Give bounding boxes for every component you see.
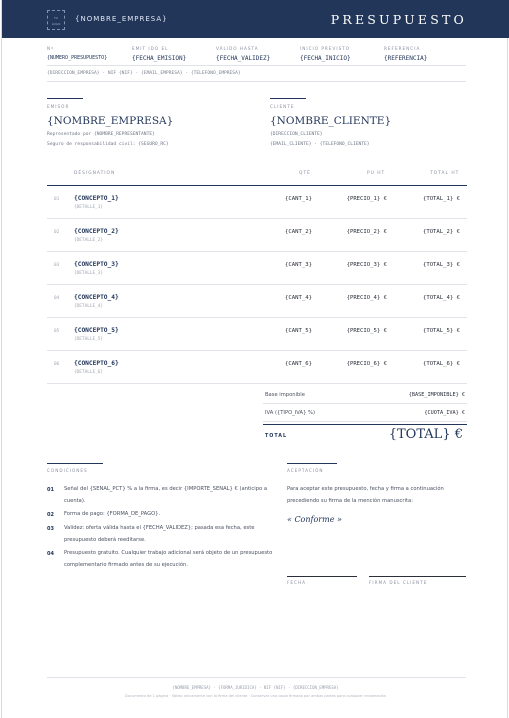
meta-value: {FECHA_EMISION}: [132, 55, 187, 62]
meta-number: [47, 46, 107, 61]
table-row: [47, 186, 467, 219]
row-total: {TOTAL_4} €: [422, 295, 460, 301]
row-concept: {CONCEPTO_2}: [74, 228, 119, 235]
row-concept: {CONCEPTO_3}: [74, 261, 119, 268]
meta-value: {FECHA_INICIO}: [300, 55, 351, 62]
grand-total-rule: [263, 424, 467, 425]
vat-row: [263, 404, 467, 422]
row-number: 02: [54, 230, 60, 235]
logo-text-line2: LOGO: [51, 22, 61, 26]
grand-total-value: {TOTAL} €: [388, 427, 463, 442]
document-title: PRESUPUESTO: [330, 12, 467, 27]
row-detail: {DETALLE_3}: [74, 271, 104, 276]
signature-label: FIRMA DEL CLIENTE: [369, 580, 428, 585]
row-total: {TOTAL_2} €: [422, 229, 460, 235]
row-concept: {CONCEPTO_6}: [74, 360, 119, 367]
row-concept: {CONCEPTO_5}: [74, 327, 119, 334]
row-detail: {DETALLE_1}: [74, 205, 104, 210]
vat-label: IVA ({TIPO_IVA} %): [265, 410, 315, 416]
table-row: [47, 351, 467, 384]
row-total: {TOTAL_5} €: [422, 328, 460, 334]
row-number: 01: [54, 197, 60, 202]
meta-issue-date: [132, 46, 186, 62]
section-accent: [47, 463, 103, 464]
quote-document: [1, 0, 508, 718]
row-unit-price: {PRECIO_5} €: [346, 328, 387, 334]
issuer-label: EMISOR: [47, 104, 70, 109]
issuer-representative: Representado por {NOMBRE_REPRESENTANTE}: [47, 132, 155, 137]
meta-label: VÁLIDO HASTA: [216, 46, 259, 51]
company-name: {NOMBRE_EMPRESA}: [75, 15, 168, 23]
client-signature-line: [369, 576, 466, 577]
header-band: [2, 0, 509, 38]
row-unit-price: {PRECIO_6} €: [346, 361, 387, 367]
meta-label: INICIO PREVISTO: [300, 46, 351, 51]
date-signature-line: [287, 576, 357, 577]
section-accent: [287, 463, 337, 464]
condition-number: 03: [47, 526, 54, 532]
condition-text: Validez: oferta válida hasta el {FECHA_VALIDEZ}; pasada esa fecha, este presupuesto deberá reeditarse.: [64, 525, 255, 543]
acceptance-text: Para aceptar este presupuesto, fecha y firma a continuación precediendo su firma de la mención manuscrita:: [287, 486, 444, 504]
condition-text: Forma de pago: {FORMA_DE_PAGO}.: [64, 511, 161, 517]
meta-label: EMIT IDO EL: [132, 46, 169, 51]
section-accent: [270, 98, 306, 99]
vat-value: {CUOTA_IVA} €: [424, 410, 465, 416]
logo-text-line1: TU: [53, 16, 59, 20]
row-qty: {CANT_1}: [285, 196, 312, 202]
row-detail: {DETALLE_2}: [74, 238, 104, 243]
meta-start-date: [300, 46, 351, 62]
row-unit-price: {PRECIO_3} €: [346, 262, 387, 268]
table-row: [47, 318, 467, 351]
meta-valid-until: [216, 46, 270, 62]
col-header-total: TOTAL HT: [430, 171, 460, 176]
row-number: 05: [54, 329, 60, 334]
row-detail: {DETALLE_4}: [74, 304, 104, 309]
row-number: 04: [54, 296, 60, 301]
table-row: [47, 252, 467, 285]
row-detail: {DETALLE_5}: [74, 337, 104, 342]
row-number: 06: [54, 362, 60, 367]
row-concept: {CONCEPTO_4}: [74, 294, 119, 301]
date-label: FECHA: [287, 580, 306, 585]
divider: [47, 81, 466, 82]
row-total: {TOTAL_1} €: [422, 196, 460, 202]
row-qty: {CANT_6}: [285, 361, 312, 367]
condition-number: 04: [47, 551, 54, 557]
issuer-block: [47, 98, 173, 147]
subtotal-row: [263, 386, 467, 404]
client-contact: {EMAIL_CLIENTE} · {TELEFONO_CLIENTE}: [270, 142, 370, 147]
row-unit-price: {PRECIO_4} €: [346, 295, 387, 301]
row-qty: {CANT_2}: [285, 229, 312, 235]
client-address: {DIRECCION_CLIENTE}: [270, 132, 323, 137]
issuer-insurance: Seguro de responsabilidad civil: {SEGURO_RC}: [47, 142, 169, 147]
row-qty: {CANT_4}: [285, 295, 312, 301]
meta-value: {NUMERO_PRESUPUESTO}: [47, 55, 108, 61]
section-accent: [47, 98, 83, 99]
client-label: CLIENTE: [270, 104, 295, 109]
grand-total-label: TOTAL: [265, 434, 288, 439]
row-qty: {CANT_5}: [285, 328, 312, 334]
client-block: [270, 98, 391, 147]
conforme-mention: « Conforme »: [287, 515, 342, 524]
row-detail: {DETALLE_6}: [74, 370, 104, 375]
divider: [47, 65, 466, 66]
row-number: 03: [54, 263, 60, 268]
footer-company-line: {NOMBRE_EMPRESA} · {FORMA_JURIDICA} · NIF {NIF} · {DIRECCION_EMPRESA}: [172, 685, 339, 690]
row-unit-price: {PRECIO_2} €: [346, 229, 387, 235]
condition-number: 01: [47, 487, 54, 493]
footer-rule: [47, 677, 466, 678]
logo-placeholder: [47, 10, 65, 30]
issuer-name: {NOMBRE_EMPRESA}: [47, 115, 174, 127]
footer-note: Documento de 1 página · Válido únicamente con la firma del cliente · Conservar una copia firmada por ambas partes para cualquier reclamación: [125, 694, 386, 698]
col-header-unit-price: PU HT: [367, 171, 386, 176]
meta-reference: [384, 46, 427, 62]
acceptance-title: ACEPTACIÓN: [287, 468, 324, 473]
condition-number: 02: [47, 512, 54, 518]
meta-value: {FECHA_VALIDEZ}: [216, 55, 271, 62]
row-total: {TOTAL_6} €: [422, 361, 460, 367]
company-contact-line: {DIRECCION_EMPRESA} · NIF {NIF} · {EMAIL_EMPRESA} · {TELEFONO_EMPRESA}: [47, 71, 241, 76]
conditions-title: CONDICIONES: [47, 468, 88, 473]
col-header-designation: DÉSIGNATION: [74, 171, 116, 176]
meta-label: Nº: [47, 46, 55, 51]
row-qty: {CANT_3}: [285, 262, 312, 268]
col-header-qty: QTÉ: [299, 171, 311, 176]
row-unit-price: {PRECIO_1} €: [346, 196, 387, 202]
table-row: [47, 285, 467, 318]
condition-text: Señal del {SENAL_PCT} % a la firma, es decir {IMPORTE_SENAL} € (anticipo a cuenta).: [64, 486, 268, 504]
row-total: {TOTAL_3} €: [422, 262, 460, 268]
meta-value: {REFERENCIA}: [384, 55, 428, 62]
subtotal-label: Base imponible: [265, 392, 305, 398]
table-row: [47, 219, 467, 252]
meta-label: REFERENCIA: [384, 46, 421, 51]
row-concept: {CONCEPTO_1}: [74, 195, 119, 202]
condition-text: Presupuesto gratuito. Cualquier trabajo adicional será objeto de un presupuesto complementario firmado antes de su ejecución.: [64, 550, 273, 568]
subtotal-value: {BASE_IMPONIBLE} €: [408, 392, 465, 398]
client-name: {NOMBRE_CLIENTE}: [270, 115, 392, 127]
